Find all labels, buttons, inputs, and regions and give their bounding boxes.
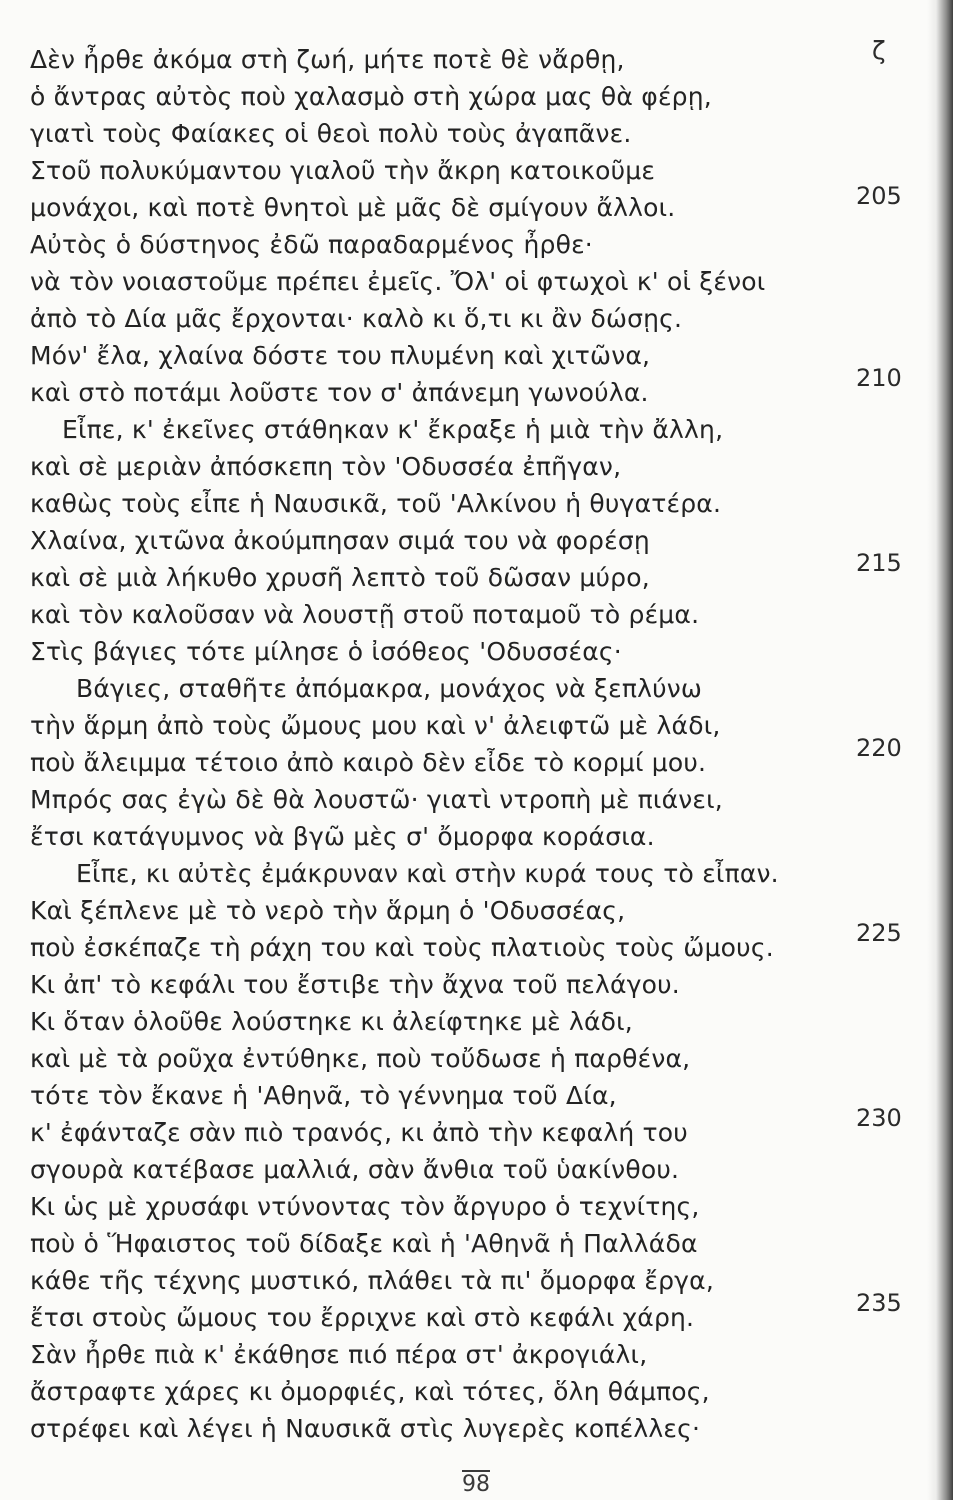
- verse-line: καὶ σὲ μεριὰν ἀπόσκεπη τὸν 'Οδυσσέα ἐπῆγαν,: [30, 452, 622, 481]
- verse-line: Κι ἀπ' τὸ κεφάλι του ἔστιβε τὴν ἄχνα τοῦ πελάγου.: [30, 970, 680, 999]
- verse-line: ὁ ἄντρας αὐτὸς ποὺ χαλασμὸ στὴ χώρα μας θὰ φέρῃ,: [30, 82, 712, 111]
- verse-line: καὶ σὲ μιὰ λήκυθο χρυσῆ λεπτὸ τοῦ δῶσαν μύρο,: [30, 563, 650, 592]
- verse-line: ποὺ ἄλειμμα τέτοιο ἀπὸ καιρὸ δὲν εἶδε τὸ κορμί μου.: [30, 748, 707, 777]
- verse-line: σγουρὰ κατέβασε μαλλιά, σὰν ἄνθια τοῦ ὑακίνθου.: [30, 1155, 680, 1184]
- verse-line: τότε τὸν ἔκανε ἡ 'Αθηνᾶ, τὸ γέννημα τοῦ Δία,: [30, 1081, 617, 1110]
- verse-line: Εἶπε, κι αὐτὲς ἐμάκρυναν καὶ στὴν κυρά τους τὸ εἶπαν.: [76, 859, 779, 888]
- verse-line: γιατὶ τοὺς Φαίακες οἱ θεοὶ πολὺ τοὺς ἀγαπᾶνε.: [30, 119, 632, 148]
- verse-line: Σὰν ἦρθε πιὰ κ' ἐκάθησε πιό πέρα στ' ἀκρογιάλι,: [30, 1340, 648, 1369]
- verse-line: ἀπὸ τὸ Δία μᾶς ἔρχονται· καλὸ κι ὅ,τι κι ἂν δώσῃς.: [30, 304, 683, 333]
- line-number: 230: [856, 1104, 902, 1132]
- verse-line: καὶ στὸ ποτάμι λοῦστε τον σ' ἀπάνεμη γωνούλα.: [30, 378, 649, 407]
- verse-line: Δὲν ἦρθε ἀκόμα στὴ ζωή, μήτε ποτὲ θὲ νἄρθῃ,: [30, 45, 625, 74]
- verse-line: Μπρός σας ἐγὼ δὲ θὰ λουστῶ· γιατὶ ντροπὴ μὲ πιάνει,: [30, 785, 723, 814]
- verse-line: Αὐτὸς ὁ δύστηνος ἐδῶ παραδαρμένος ἦρθε·: [30, 230, 593, 259]
- verse-line: κάθε τῆς τέχνης μυστικό, πλάθει τὰ πι' ὄμορφα ἔργα,: [30, 1266, 715, 1295]
- line-number: 225: [856, 919, 902, 947]
- verse-line: καὶ τὸν καλοῦσαν νὰ λουστῇ στοῦ ποταμοῦ τὸ ρέμα.: [30, 600, 700, 629]
- verse-line: ἔτσι κατάγυμνος νὰ βγῶ μὲς σ' ὄμορφα κοράσια.: [30, 822, 655, 851]
- line-number: 215: [856, 549, 902, 577]
- verse-line: Κι ὅταν ὁλοῦθε λούστηκε κι ἀλείφτηκε μὲ λάδι,: [30, 1007, 633, 1036]
- line-number: 235: [856, 1289, 902, 1317]
- verse-line: Στοῦ πολυκύμαντου γιαλοῦ τὴν ἄκρη κατοικοῦμε: [30, 156, 656, 185]
- verse-line: ἔτσι στοὺς ὤμους του ἔρριχνε καὶ στὸ κεφάλι χάρη.: [30, 1303, 695, 1332]
- verse-line: στρέφει καὶ λέγει ἡ Ναυσικᾶ στὶς λυγερὲς κοπέλλες·: [30, 1414, 701, 1443]
- verse-line: Βάγιες, σταθῆτε ἀπόμακρα, μονάχος νὰ ξεπλύνω: [76, 674, 703, 703]
- line-number: 220: [856, 734, 902, 762]
- verse-line: ποὺ ἐσκέπαζε τὴ ράχη του καὶ τοὺς πλατιοὺς τοὺς ὤμους.: [30, 933, 774, 962]
- verse-line: Χλαίνα, χιτῶνα ἀκούμπησαν σιμά του νὰ φορέσῃ: [30, 526, 650, 555]
- section-mark: ζ: [872, 36, 886, 65]
- verse-line: Στὶς βάγιες τότε μίλησε ὁ ἰσόθεος 'Οδυσσέας·: [30, 637, 622, 666]
- verse-line: Μόν' ἔλα, χλαίνα δόστε του πλυμένη καὶ χιτῶνα,: [30, 341, 651, 370]
- verse-line: Εἶπε, κ' ἐκεῖνες στάθηκαν κ' ἔκραξε ἡ μιὰ τὴν ἄλλη,: [62, 415, 724, 444]
- verse-line: μονάχοι, καὶ ποτὲ θνητοὶ μὲ μᾶς δὲ σμίγουν ἄλλοι.: [30, 193, 676, 222]
- line-number: 205: [856, 182, 902, 210]
- verse-line: Καὶ ξέπλενε μὲ τὸ νερὸ τὴν ἅρμη ὁ 'Οδυσσέας,: [30, 896, 626, 925]
- verse-line: καθὼς τοὺς εἶπε ἡ Ναυσικᾶ, τοῦ 'Αλκίνου ἡ θυγατέρα.: [30, 489, 722, 518]
- verse-line: τὴν ἅρμη ἀπὸ τοὺς ὤμους μου καὶ ν' ἀλειφτῶ μὲ λάδι,: [30, 711, 721, 740]
- line-number: 210: [856, 364, 902, 392]
- verse-line: καὶ μὲ τὰ ροῦχα ἐντύθηκε, ποὺ τοὔδωσε ἡ παρθένα,: [30, 1044, 691, 1073]
- verse-line: ἄστραφτε χάρες κι ὀμορφιές, καὶ τότες, ὅλη θάμπος,: [30, 1377, 710, 1406]
- page-number: 98: [462, 1472, 490, 1497]
- verse-line: Κι ὡς μὲ χρυσάφι ντύνοντας τὸν ἄργυρο ὁ τεχνίτης,: [30, 1192, 700, 1221]
- verse-line: ποὺ ὁ Ἥφαιστος τοῦ δίδαξε καὶ ἡ 'Αθηνᾶ ἡ Παλλάδα: [30, 1229, 698, 1258]
- verse-line: νὰ τὸν νοιαστοῦμε πρέπει ἐμεῖς. Ὄλ' οἱ φτωχοὶ κ' οἱ ξένοι: [30, 267, 766, 296]
- verse-line: κ' ἐφάνταζε σὰν πιὸ τρανός, κι ἀπὸ τὴν κεφαλή του: [30, 1118, 688, 1147]
